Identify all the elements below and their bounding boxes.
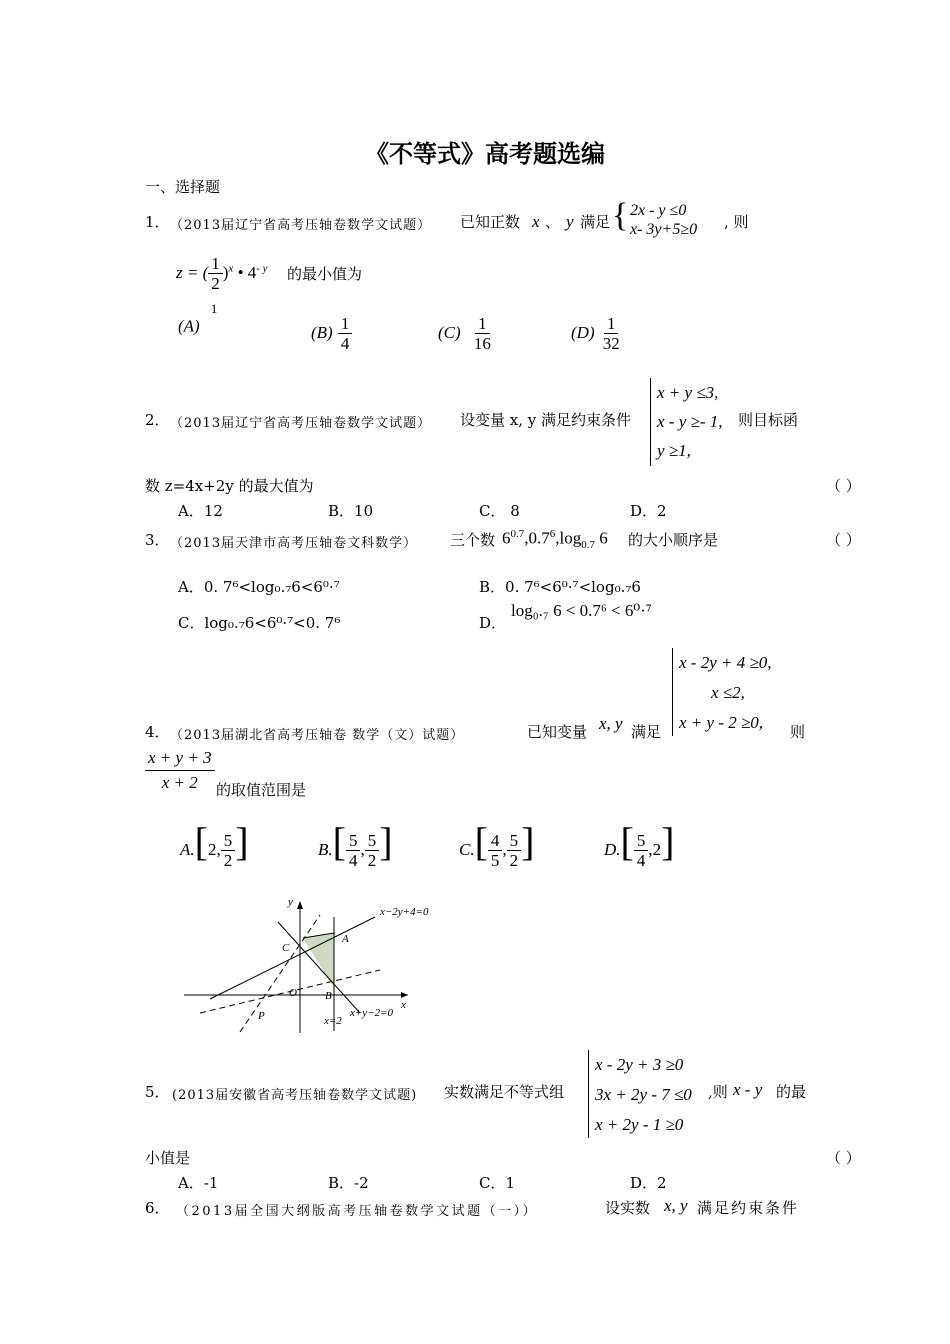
- question-source: （2013届辽宁省高考压轴卷数学文试题）: [170, 416, 432, 431]
- constraint-system: x - 2y + 4 ≥0, x ≤2, x + y - 2 ≥0,: [672, 648, 772, 736]
- constraint-system: x + y ≤3, x - y ≥- 1, y ≥1,: [650, 378, 723, 466]
- question-text: 已知正数: [460, 213, 521, 231]
- numbers-expression: $6^{0.7},0.7^6,\log_{0.7}$ 6: [502, 528, 608, 552]
- option-a: A.[2, $\frac{5}{2}$ ]: [180, 819, 249, 870]
- shaded-region: [303, 933, 334, 988]
- option-d: D.[ $\frac{5}{4}$ ,2]: [604, 819, 675, 870]
- question-text-line2: 数 z=4x+2y 的最大值为: [145, 477, 314, 495]
- option-b: B.[ $\frac{5}{4}$ , $\frac{5}{2}$ ]: [318, 819, 393, 870]
- question-source: （2013届辽宁省高考压轴卷数学文试题）: [170, 218, 432, 233]
- question-source: （2013届天津市高考压轴卷文科数学）: [170, 536, 418, 551]
- option-b: B．0. 7⁶<6⁰·⁷<log₀.₇6: [479, 578, 641, 596]
- question-text-after: 的最: [776, 1083, 807, 1101]
- question-text-after: 满足约束条件: [697, 1199, 800, 1217]
- option-c: C．1: [479, 1174, 516, 1192]
- question-text-after: 的大小顺序是: [628, 531, 719, 549]
- option-d: log₀.₇ 6 < 0.7⁶ < 6⁰·⁷: [511, 601, 652, 620]
- section-heading: 一、选择题: [145, 178, 221, 196]
- target-expression: x - y: [733, 1080, 763, 1099]
- question-text-after: 的取值范围是: [216, 781, 307, 799]
- variables: x, y: [599, 714, 623, 733]
- constraint-1: 2x - y ≤0: [630, 202, 687, 219]
- option-a: (A) $^1$: [178, 301, 218, 336]
- option-b: (B) $\frac{1}{4}$: [311, 314, 352, 353]
- point-p-label: P: [258, 1010, 265, 1022]
- line3-label: x+y−2=0: [350, 1007, 394, 1019]
- answer-paren: （ ）: [826, 1149, 861, 1167]
- question-source: (2013届安徽省高考压轴卷数学文试题): [172, 1088, 418, 1103]
- separator: 、: [545, 213, 561, 231]
- question-source: （2013届湖北省高考压轴卷 数学（文）试题）: [170, 728, 465, 743]
- question-number: 5．: [145, 1083, 170, 1101]
- option-a: A．12: [178, 502, 223, 520]
- variables: x, y: [664, 1196, 688, 1215]
- question-text: 设实数: [605, 1199, 651, 1217]
- option-c: C． 8: [479, 502, 520, 520]
- satisfy-text: 满足: [631, 723, 662, 741]
- option-c: C．log₀.₇6<6⁰·⁷<0. 7⁶: [178, 614, 341, 632]
- option-c: C.[ $\frac{4}{5}$ , $\frac{5}{2}$ ]: [459, 819, 535, 870]
- feasible-region-figure: [180, 895, 450, 1040]
- z-left: z = (: [176, 263, 209, 282]
- question-number: 2．: [145, 411, 170, 429]
- option-d: D．2: [630, 502, 667, 520]
- constraint-system: x - 2y + 3 ≥0 3x + 2y - 7 ≤0 x + 2y - 1 ≥0: [588, 1050, 692, 1138]
- question-number: 3．: [145, 531, 170, 549]
- question-number: 4．: [145, 723, 170, 741]
- question-text: 设变量 x, y 满足约束条件: [460, 411, 632, 429]
- objective-text: 的最小值为: [287, 265, 363, 283]
- satisfy-text: 满足: [580, 213, 611, 231]
- question-number: 1．: [145, 213, 170, 231]
- page-title: 《不等式》高考题选编: [365, 140, 605, 168]
- target-fraction: $\frac{x + y + 3}{x + 2}$: [145, 746, 215, 795]
- point-a-label: A: [342, 933, 349, 945]
- then-text: , 则: [724, 213, 749, 231]
- question-text: 已知变量: [527, 723, 588, 741]
- option-a: A．-1: [178, 1174, 219, 1192]
- option-b: B．10: [328, 502, 374, 520]
- question-text: 三个数: [450, 531, 496, 549]
- var-x: x: [532, 212, 540, 231]
- answer-paren: （ ）: [826, 477, 861, 495]
- option-a: A．0. 7⁶<log₀.₇6<6⁰·⁷: [178, 578, 340, 596]
- var-y: y: [566, 212, 574, 231]
- objective-expression: z = ( $\frac{1}{2}$ )$^x$ • $4^{- y}$: [176, 254, 268, 293]
- option-d-label: D．: [479, 614, 507, 632]
- then-text: 则: [790, 723, 806, 741]
- fraction: $\frac{1}{2}$: [208, 254, 223, 293]
- line2-label: x=2: [324, 1015, 342, 1027]
- question-text-after: 则目标函: [738, 411, 799, 429]
- x-label: x: [401, 999, 406, 1011]
- option-d: (D) $\frac{1}{32}$: [571, 314, 620, 353]
- point-c-label: C: [282, 942, 290, 954]
- line1-label: x−2y+4=0: [380, 906, 429, 918]
- question-number: 6．: [145, 1199, 170, 1217]
- option-b: B．-2: [328, 1174, 369, 1192]
- question-source: （2013届全国大纲版高考压轴卷数学文试题（一））: [176, 1204, 539, 1219]
- y-label: y: [288, 896, 293, 908]
- dashed-line-1: [240, 915, 320, 1032]
- origin-label: O: [289, 987, 297, 999]
- brace: {: [612, 197, 629, 234]
- option-c: (C) $\frac{1}{16}$: [438, 314, 491, 353]
- answer-paren: （ ）: [826, 531, 861, 549]
- question-text: 实数满足不等式组: [444, 1083, 565, 1101]
- question-text-line2: 小值是: [145, 1149, 191, 1167]
- constraint-2: x- 3y+5≥0: [630, 221, 698, 238]
- point-b-label: B: [325, 990, 332, 1002]
- then-text: ,则: [708, 1083, 728, 1101]
- option-d: D．2: [630, 1174, 667, 1192]
